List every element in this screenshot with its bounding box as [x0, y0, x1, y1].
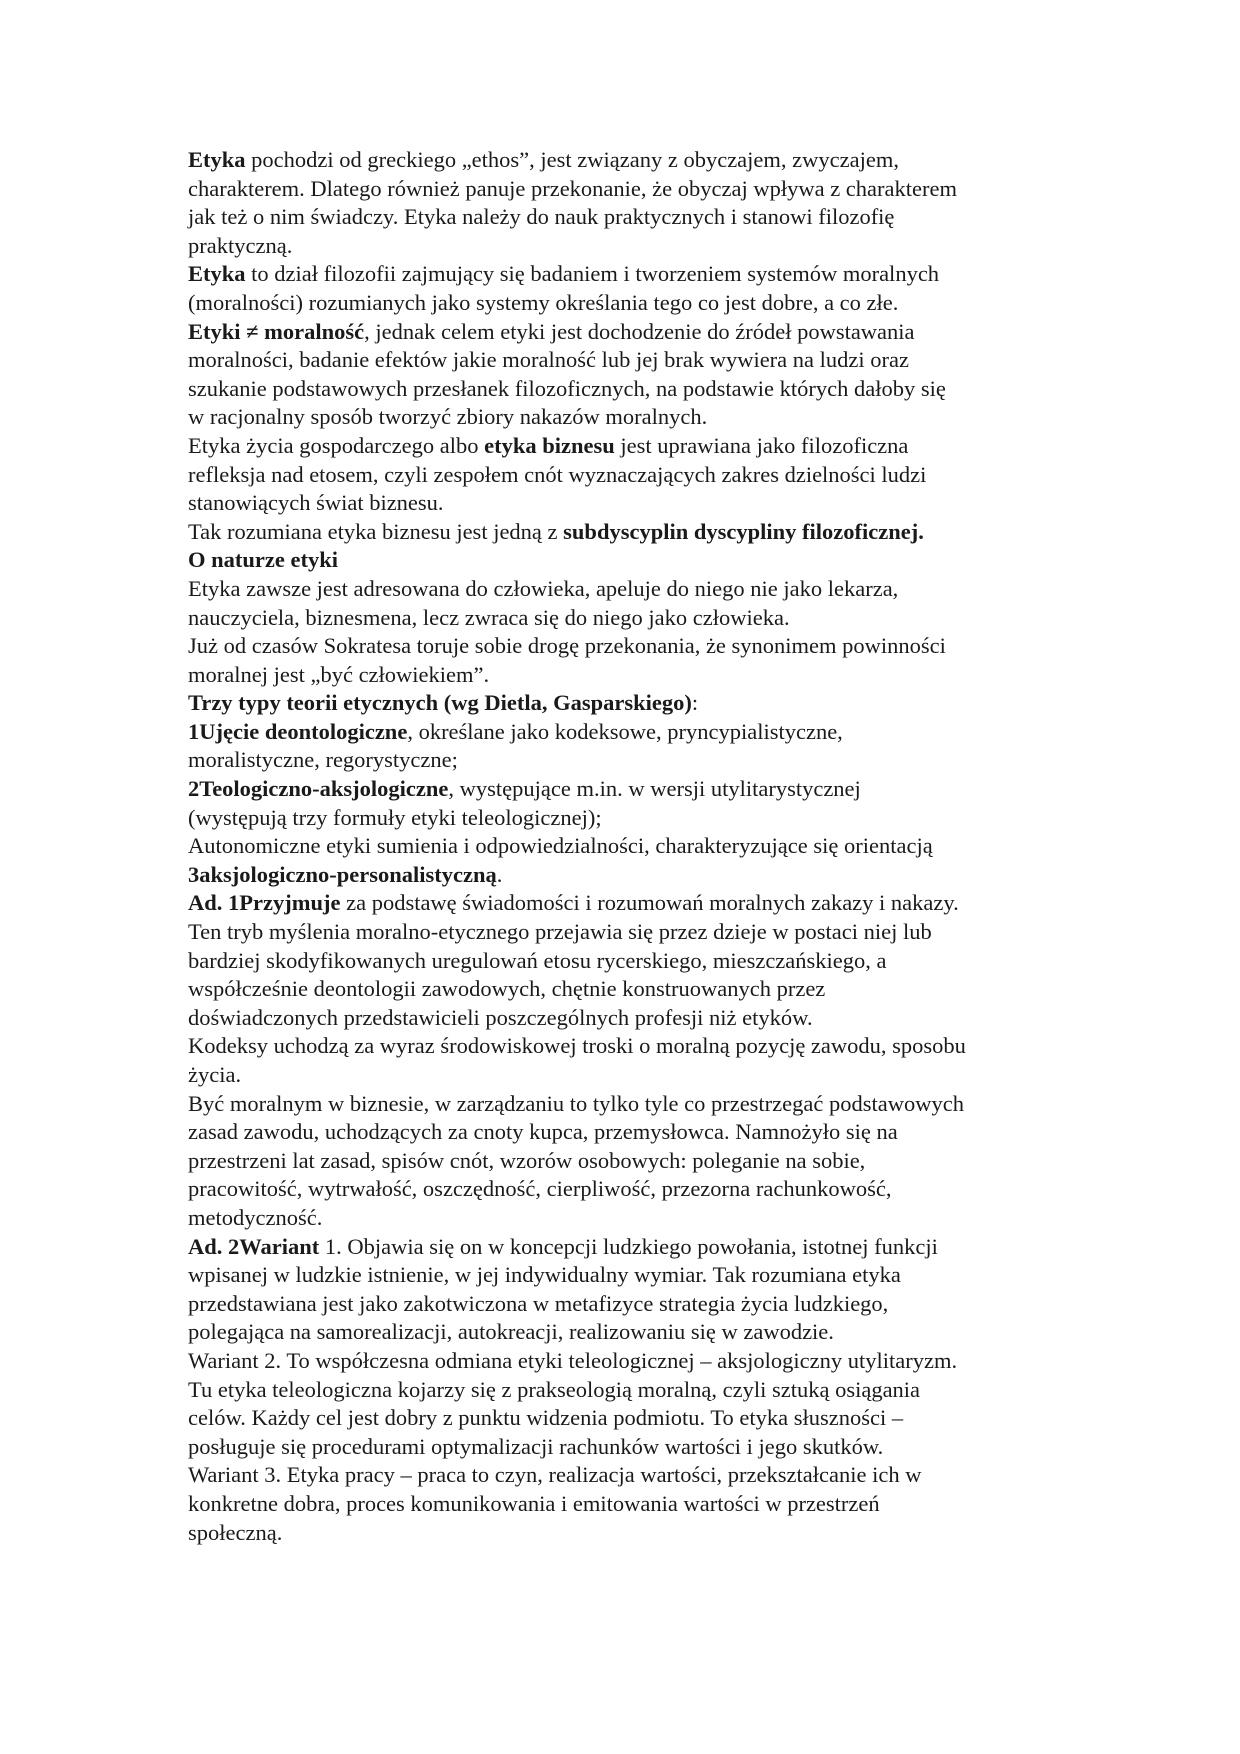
line-text: szukanie podstawowych przesłanek filozoficznych, na podstawie których dałoby się: [188, 375, 946, 401]
line-text: polegająca na samorealizacji, autokreacji, realizowaniu się w zawodzie.: [188, 1319, 834, 1345]
bold-term: subdyscyplin dyscypliny filozoficznej.: [563, 518, 924, 544]
line-text: społeczną.: [188, 1519, 283, 1545]
document-body: [188, 146, 1068, 1547]
text-line: [188, 1519, 1068, 1548]
text-line: [188, 432, 1068, 461]
text-line: [188, 461, 1068, 490]
line-text: , określane jako kodeksowe, pryncypialistyczne,: [407, 718, 843, 744]
line-text: nauczyciela, biznesmena, lecz zwraca się do niego jako człowieka.: [188, 604, 790, 630]
text-line: [188, 1261, 1068, 1290]
line-text: za podstawę świadomości i rozumowań moralnych zakazy i nakazy.: [340, 890, 959, 916]
line-text: Wariant 3. Etyka pracy – praca to czyn, realizacja wartości, przekształcanie ich w: [188, 1462, 922, 1488]
line-text: pracowitość, wytrwałość, oszczędność, cierpliwość, przezorna rachunkowość,: [188, 1176, 892, 1202]
text-line: [188, 1118, 1068, 1147]
text-line: [188, 232, 1068, 261]
bold-term: Ad. 2Wariant: [188, 1233, 320, 1259]
text-line: [188, 346, 1068, 375]
line-text: refleksja nad etosem, czyli zespołem cnót wyznaczających zakres dzielności ludzi: [188, 461, 927, 487]
line-text: :: [691, 690, 699, 716]
line-text: moralnej jest „być człowiekiem”.: [188, 661, 490, 687]
text-line: [188, 375, 1068, 404]
line-text: wpisanej w ludzkie istnienie, w jej indywidualny wymiar. Tak rozumiana etyka: [188, 1262, 901, 1288]
text-line: [188, 489, 1068, 518]
bold-term: Etyki ≠ moralność: [188, 318, 365, 344]
text-line: [188, 889, 1068, 918]
text-line: [188, 1090, 1068, 1119]
text-line: [188, 775, 1068, 804]
text-line: [188, 1461, 1068, 1490]
line-text: (występują trzy formuły etyki teleologicznej);: [188, 804, 602, 830]
line-text: Tu etyka teleologiczna kojarzy się z prakseologią moralną, czyli sztuką osiągania: [188, 1376, 921, 1402]
bold-term: 3aksjologiczno-personalistyczną: [188, 861, 497, 887]
text-line: [188, 1404, 1068, 1433]
bold-term: Trzy typy teorii etycznych (wg Dietla, Gasparskiego): [188, 690, 692, 716]
line-text: współcześnie deontologii zawodowych, chętnie konstruowanych przez: [188, 976, 826, 1002]
line-text: , występujące m.in. w wersji utylitarystycznej: [448, 776, 861, 802]
bold-term: 1Ujęcie deontologiczne: [188, 718, 408, 744]
text-line: [188, 518, 1068, 547]
text-line: [188, 203, 1068, 232]
text-line: [188, 975, 1068, 1004]
line-text: Ten tryb myślenia moralno-etycznego przejawia się przez dzieje w postaci niej lub: [188, 919, 932, 945]
line-text: Autonomiczne etyki sumienia i odpowiedzialności, charakteryzujące się orientacją: [188, 833, 933, 859]
text-line: [188, 289, 1068, 318]
line-text: przestrzeni lat zasad, spisów cnót, wzorów osobowych: poleganie na sobie,: [188, 1147, 866, 1173]
line-text: moralności, badanie efektów jakie moralność lub jej brak wywiera na ludzi oraz: [188, 347, 909, 373]
text-line: [188, 1233, 1068, 1262]
line-text: posługuje się procedurami optymalizacji rachunków wartości i jego skutków.: [188, 1433, 884, 1459]
text-line: [188, 689, 1068, 718]
line-text: metodyczność.: [188, 1204, 323, 1230]
text-line: [188, 403, 1068, 432]
line-text: pochodzi od greckiego „ethos”, jest związany z obyczajem, zwyczajem,: [245, 147, 899, 172]
line-text: Tak rozumiana etyka biznesu jest jedną z: [188, 518, 564, 544]
text-line: [188, 1433, 1068, 1462]
line-text: Być moralnym w biznesie, w zarządzaniu to tylko tyle co przestrzegać podstawowych: [188, 1090, 964, 1116]
text-line: [188, 804, 1068, 833]
text-line: [188, 575, 1068, 604]
text-line: [188, 604, 1068, 633]
bold-term: 2Teologiczno-aksjologiczne: [188, 776, 449, 802]
line-text: 1. Objawia się on w koncepcji ludzkiego powołania, istotnej funkcji: [319, 1233, 938, 1259]
text-line: [188, 718, 1068, 747]
line-text: Wariant 2. To współczesna odmiana etyki teleologicznej – aksjologiczny utylitaryzm.: [188, 1347, 958, 1373]
text-line: [188, 1204, 1068, 1233]
text-line: [188, 632, 1068, 661]
line-text: to dział filozofii zajmujący się badaniem i tworzeniem systemów moralnych: [245, 261, 940, 287]
text-line: [188, 1318, 1068, 1347]
bold-term: etyka biznesu: [484, 432, 615, 458]
line-text: przedstawiana jest jako zakotwiczona w metafizyce strategia życia ludzkiego,: [188, 1290, 889, 1316]
line-text: .: [496, 861, 503, 887]
text-line: [188, 260, 1068, 289]
line-text: praktyczną.: [188, 232, 293, 258]
text-line: [188, 146, 1068, 175]
text-line: [188, 1376, 1068, 1405]
line-text: zasad zawodu, uchodzących za cnoty kupca, przemysłowca. Namnożyło się na: [188, 1119, 898, 1145]
line-text: doświadczonych przedstawicieli poszczególnych profesji niż etyków.: [188, 1004, 813, 1030]
bold-term: Etyka: [188, 147, 246, 172]
bold-term: Ad. 1Przyjmuje: [188, 890, 341, 916]
line-text: (moralności) rozumianych jako systemy określania tego co jest dobre, a co złe.: [188, 289, 899, 315]
line-text: jest uprawiana jako filozoficzna: [614, 432, 909, 458]
text-line: [188, 832, 1068, 861]
text-line: [188, 1032, 1068, 1061]
bold-term: O naturze etyki: [188, 547, 338, 573]
text-line: [188, 861, 1068, 890]
line-text: konkretne dobra, proces komunikowania i emitowania wartości w przestrzeń: [188, 1490, 880, 1516]
line-text: Kodeksy uchodzą za wyraz środowiskowej troski o moralną pozycję zawodu, sposobu: [188, 1033, 966, 1059]
line-text: Już od czasów Sokratesa toruje sobie drogę przekonania, że synonimem powinności: [188, 633, 946, 659]
text-line: [188, 1290, 1068, 1319]
text-line: [188, 546, 1068, 575]
text-line: [188, 318, 1068, 347]
bold-term: Etyka: [188, 261, 246, 287]
line-text: jak też o nim świadczy. Etyka należy do nauk praktycznych i stanowi filozofię: [188, 204, 895, 230]
line-text: moralistyczne, regorystyczne;: [188, 747, 458, 773]
line-text: celów. Każdy cel jest dobry z punktu widzenia podmiotu. To etyka słuszności –: [188, 1405, 904, 1431]
line-text: Etyka zawsze jest adresowana do człowieka, apeluje do niego nie jako lekarza,: [188, 575, 899, 601]
text-line: [188, 947, 1068, 976]
line-text: , jednak celem etyki jest dochodzenie do źródeł powstawania: [364, 318, 915, 344]
text-line: [188, 1147, 1068, 1176]
text-line: [188, 1004, 1068, 1033]
line-text: życia.: [188, 1062, 242, 1087]
line-text: stanowiących świat biznesu.: [188, 490, 444, 516]
text-line: [188, 175, 1068, 204]
text-line: [188, 661, 1068, 690]
line-text: bardziej skodyfikowanych uregulowań etosu rycerskiego, mieszczańskiego, a: [188, 947, 887, 973]
text-line: [188, 918, 1068, 947]
line-text: w racjonalny sposób tworzyć zbiory nakazów moralnych.: [188, 404, 708, 430]
document-page: [188, 146, 1068, 1547]
text-line: [188, 1347, 1068, 1376]
text-line: [188, 1061, 1068, 1090]
text-line: [188, 1490, 1068, 1519]
text-line: [188, 746, 1068, 775]
line-text: charakterem. Dlatego również panuje przekonanie, że obyczaj wpływa z charakterem: [188, 175, 957, 201]
line-text: Etyka życia gospodarczego albo: [188, 432, 485, 458]
text-line: [188, 1175, 1068, 1204]
